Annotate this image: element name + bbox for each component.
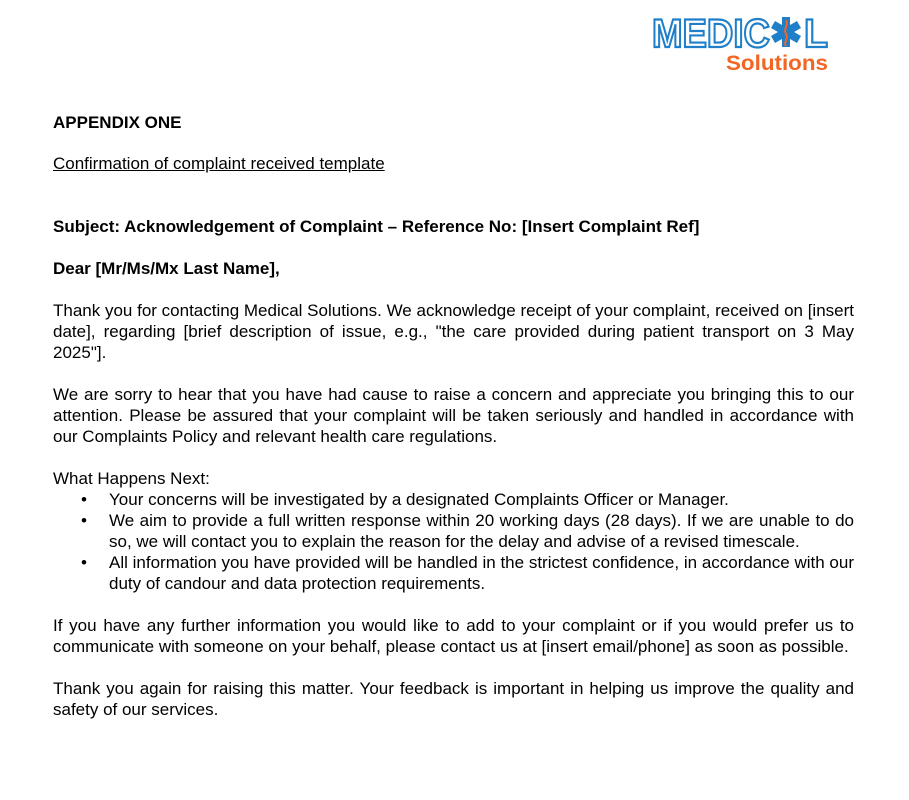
- paragraph-acknowledgement: Thank you for contacting Medical Solutions. We acknowledge receipt of your complaint, received on [insert date], regarding [brief description of issue, e.g., "the care provided during patient transport on 3 May 2025"].: [53, 301, 854, 362]
- bullet-icon: •: [81, 490, 87, 509]
- appendix-title: APPENDIX ONE: [53, 113, 182, 132]
- list-item-text: All information you have provided will be handled in the strictest confidence, in accordance with our duty of candour and data protection requirements.: [109, 553, 854, 593]
- paragraph-apology: We are sorry to hear that you have had cause to raise a concern and appreciate you bringing this to our attention. Please be assured that your complaint will be taken seriously and handled in accordance with our Complaints Policy and relevant health care regulations.: [53, 385, 854, 446]
- list-item: [53, 489, 854, 510]
- logo-subtext: Solutions: [726, 52, 828, 74]
- star-of-life-icon: [771, 17, 801, 47]
- next-steps-list: [53, 489, 854, 594]
- next-steps-title: What Happens Next:: [53, 469, 210, 488]
- template-title: Confirmation of complaint received template: [53, 154, 385, 173]
- svg-text:L: L: [804, 12, 828, 56]
- bullet-icon: •: [81, 553, 87, 572]
- svg-text:MEDIC: MEDIC: [652, 12, 770, 56]
- list-item-text: Your concerns will be investigated by a designated Complaints Officer or Manager.: [109, 490, 729, 509]
- paragraph-thanks: Thank you again for raising this matter. Your feedback is important in helping us improve the quality and safety of our services.: [53, 679, 854, 719]
- subject-line: Subject: Acknowledgement of Complaint – Reference No: [Insert Complaint Ref]: [53, 217, 700, 236]
- logo-graphic: [652, 12, 830, 74]
- greeting: Dear [Mr/Ms/Mx Last Name],: [53, 259, 280, 278]
- medical-solutions-logo: [652, 12, 830, 74]
- list-item: [53, 552, 854, 594]
- bullet-icon: •: [81, 511, 87, 530]
- letter-template: [53, 112, 854, 720]
- paragraph-further-info: If you have any further information you would like to add to your complaint or if you would prefer us to communicate with someone on your behalf, please contact us at [insert email/phone] as soon as possible.: [53, 616, 854, 656]
- list-item: [53, 510, 854, 552]
- list-item-text: We aim to provide a full written response within 20 working days (28 days). If we are unable to do so, we will contact you to explain the reason for the delay and advise of a revised timescale.: [109, 511, 854, 551]
